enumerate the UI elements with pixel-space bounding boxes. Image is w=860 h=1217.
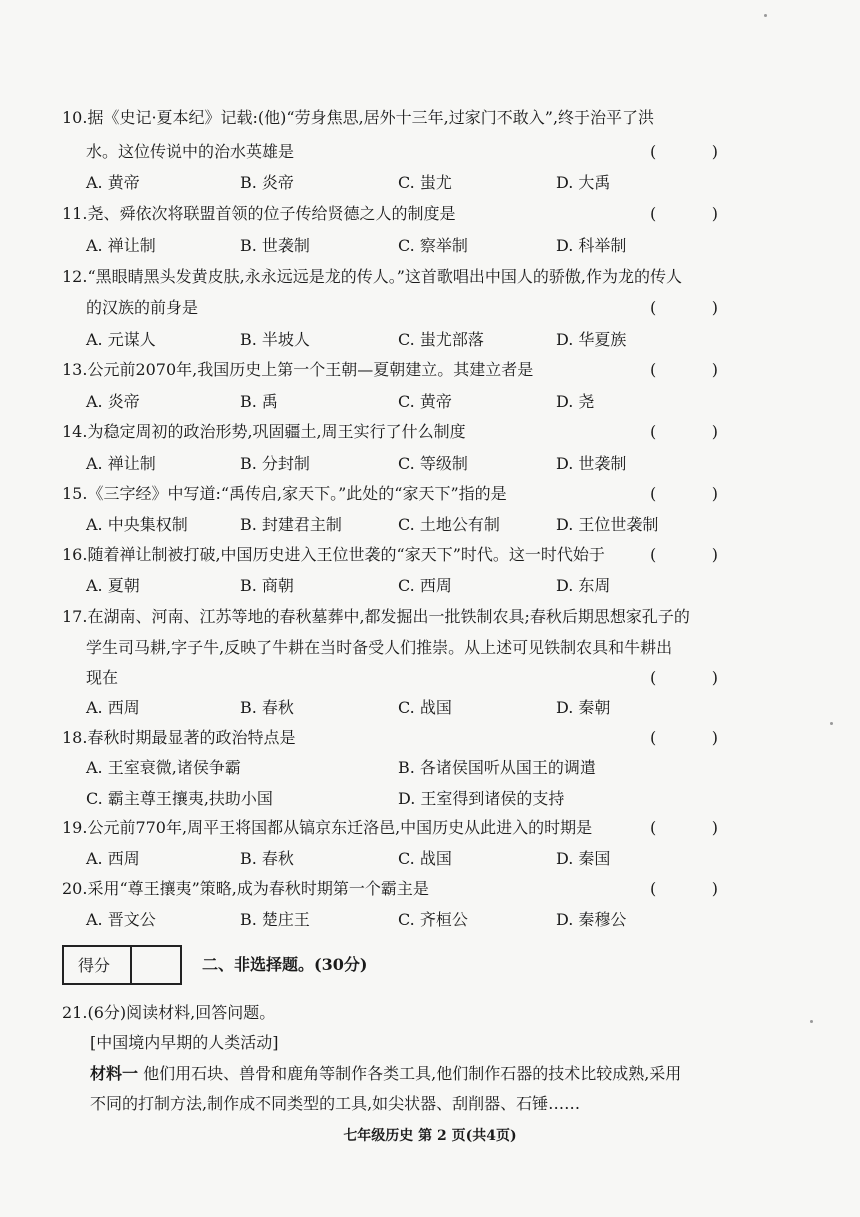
score-divider: [130, 947, 132, 983]
q15-line1: 15.《三字经》中写道:“禹传启,家天下。”此处的“家天下”指的是: [62, 484, 507, 503]
q14-line1: 14.为稳定周初的政治形势,巩固疆土,周王实行了什么制度: [62, 422, 466, 441]
option: D. 秦穆公: [556, 910, 627, 929]
q21-material-line1: [90, 1064, 681, 1084]
scan-speck: [830, 722, 833, 725]
option: B. 商朝: [240, 576, 294, 595]
option: A. 禅让制: [86, 236, 156, 255]
option: A. 禅让制: [86, 454, 156, 473]
option: C. 霸主尊王攘夷,扶助小国: [86, 789, 273, 808]
option: C. 等级制: [398, 454, 468, 473]
option: D. 东周: [556, 576, 611, 595]
option: B. 半坡人: [240, 330, 310, 349]
option: B. 封建君主制: [240, 515, 342, 534]
option: C. 蚩尤: [398, 173, 452, 192]
q18-line1: 18.春秋时期最显著的政治特点是: [62, 728, 296, 747]
option: B. 楚庄王: [240, 910, 310, 929]
option: C. 察举制: [398, 236, 468, 255]
score-box: [62, 945, 182, 985]
q10-line1: 10.据《史记·夏本纪》记载:(他)“劳身焦思,居外十三年,过家门不敢入”,终于治平了洪: [62, 108, 655, 127]
option: C. 西周: [398, 576, 452, 595]
option: C. 土地公有制: [398, 515, 500, 534]
option: B. 春秋: [240, 698, 294, 717]
q19-line1: 19.公元前770年,周平王将国都从镐京东迁洛邑,中国历史从此进入的时期是: [62, 818, 593, 837]
scan-speck: [810, 1020, 813, 1023]
option: D. 世袭制: [556, 454, 627, 473]
option: A. 西周: [86, 698, 140, 717]
option: B. 分封制: [240, 454, 310, 473]
option: D. 王室得到诸侯的支持: [398, 789, 565, 808]
q17-line3: 现在: [86, 668, 119, 687]
option: A. 王室衰微,诸侯争霸: [86, 758, 241, 777]
option: A. 元谋人: [86, 330, 156, 349]
score-label: 得分: [78, 956, 111, 975]
option: B. 禹: [240, 392, 278, 411]
option: C. 黄帝: [398, 392, 452, 411]
option: B. 世袭制: [240, 236, 310, 255]
scan-speck: [764, 14, 767, 17]
option: B. 春秋: [240, 849, 294, 868]
option: A. 晋文公: [86, 910, 156, 929]
q17-line1: 17.在湖南、河南、江苏等地的春秋墓葬中,都发掘出一批铁制农具;春秋后期思想家孔子的: [62, 607, 690, 626]
q10-line2: 水。这位传说中的治水英雄是: [86, 142, 295, 161]
q12-line2: 的汉族的前身是: [86, 298, 199, 317]
option: C. 齐桓公: [398, 910, 468, 929]
option: D. 王位世袭制: [556, 515, 659, 534]
option: A. 炎帝: [86, 392, 140, 411]
exam-page: 10.据《史记·夏本纪》记载:(他)“劳身焦思,居外十三年,过家门不敢入”,终于治平了洪 水。这位传说中的治水英雄是 ( ) A. 黄帝 B. 炎帝 C. 蚩尤 D. 大禹 11.尧、舜依次将联盟首领的位子传给贤德之人的制度是 ( ) A. 禅让制 B. 世袭制 C. 察举制 D. 科举制 12.“黑眼睛黑头发黄皮肤,永永远远是龙的传人。”这首歌唱出中国人的骄傲,作为龙的传人 的汉族的前身是 ( ) A. 元谋人 B. 半坡人 C. 蚩尤部落 D. 华夏族 13.公元前2070年,我国历史上第一个王朝—夏朝建立。其建立者是 ( ) A. 炎帝 B. 禹 C. 黄帝 D. 尧 14.为稳定周初的政治形势,巩固疆土,周王实行了什么制度 ( ) A. 禅让制 B. 分封制 C. 等级制 D. 世袭制 15.《三字经》中写道:“禹传启,家天下。”此处的“家天下”指的是 ( ) A. 中央集权制 B. 封建君主制 C. 土地公有制 D. 王位世袭制 16.随着禅让制被打破,中国历史进入王位世袭的“家天下”时代。这一时代始于 ( ) A. 夏朝 B. 商朝 C. 西周 D. 东周 17.在湖南、河南、江苏等地的春秋墓葬中,都发掘出一批铁制农具;春秋后期思想家孔子的 学生司马耕,字子牛,反映了牛耕在当时备受人们推崇。从上述可见铁制农具和牛耕出 现在 ( ) A. 西周 B. 春秋 C. 战国 D. 秦朝 18.春秋时期最显著的政治特点是 ( ) A. 王室衰微,诸侯争霸 B. 各诸侯国听从国王的调遣 C. 霸主尊王攘夷,扶助小国 D. 王室得到诸侯的支持 19.公元前770年,周平王将国都从镐京东迁洛邑,中国历史从此进入的时期是 ( ) A. 西周 B. 春秋 C. 战国 D. 秦国 20.采用“尊王攘夷”策略,成为春秋时期第一个霸主是 ( ) A. 晋文公 B. 楚庄王 C. 齐桓公 D. 秦穆公 得分 二、非选择题。(30分) 21.(6分)阅读材料,回答问题。 [中国境内早期的人类活动] 材料一 他们用石块、兽骨和鹿角等制作各类工具,他们制作石器的技术比较成熟,采用 不同的打制方法,制作成不同类型的工具,如尖状器、刮削器、石锤…… 七年级历史 第 2 页(共4页): [0, 0, 860, 1217]
material-text: 他们用石块、兽骨和鹿角等制作各类工具,他们制作石器的技术比较成熟,采用: [138, 1064, 682, 1083]
option: B. 各诸侯国听从国王的调遣: [398, 758, 596, 777]
option: A. 夏朝: [86, 576, 140, 595]
option: A. 黄帝: [86, 173, 140, 192]
option: A. 西周: [86, 849, 140, 868]
page-footer: 七年级历史 第 2 页(共4页): [343, 1128, 517, 1144]
option: C. 战国: [398, 698, 452, 717]
option: D. 华夏族: [556, 330, 627, 349]
option: C. 战国: [398, 849, 452, 868]
q21-material-line2: 不同的打制方法,制作成不同类型的工具,如尖状器、刮削器、石锤……: [90, 1094, 581, 1113]
q12-line1: 12.“黑眼睛黑头发黄皮肤,永永远远是龙的传人。”这首歌唱出中国人的骄傲,作为龙的传人: [62, 267, 682, 286]
material-label: 材料一: [90, 1064, 139, 1083]
option: C. 蚩尤部落: [398, 330, 484, 349]
option: D. 尧: [556, 392, 595, 411]
option: B. 炎帝: [240, 173, 294, 192]
q21-stem: 21.(6分)阅读材料,回答问题。: [62, 1003, 276, 1022]
option: D. 科举制: [556, 236, 627, 255]
q13-line1: 13.公元前2070年,我国历史上第一个王朝—夏朝建立。其建立者是: [62, 360, 534, 379]
section-title: 二、非选择题。(30分): [202, 955, 368, 974]
q16-line1: 16.随着禅让制被打破,中国历史进入王位世袭的“家天下”时代。这一时代始于: [62, 545, 605, 564]
q11-line1: 11.尧、舜依次将联盟首领的位子传给贤德之人的制度是: [62, 204, 456, 223]
q17-line2: 学生司马耕,字子牛,反映了牛耕在当时备受人们推崇。从上述可见铁制农具和牛耕出: [86, 638, 673, 657]
q20-line1: 20.采用“尊王攘夷”策略,成为春秋时期第一个霸主是: [62, 879, 429, 898]
option: D. 大禹: [556, 173, 611, 192]
option: D. 秦朝: [556, 698, 611, 717]
option: D. 秦国: [556, 849, 611, 868]
q21-heading: [中国境内早期的人类活动]: [90, 1033, 279, 1052]
option: A. 中央集权制: [86, 515, 188, 534]
